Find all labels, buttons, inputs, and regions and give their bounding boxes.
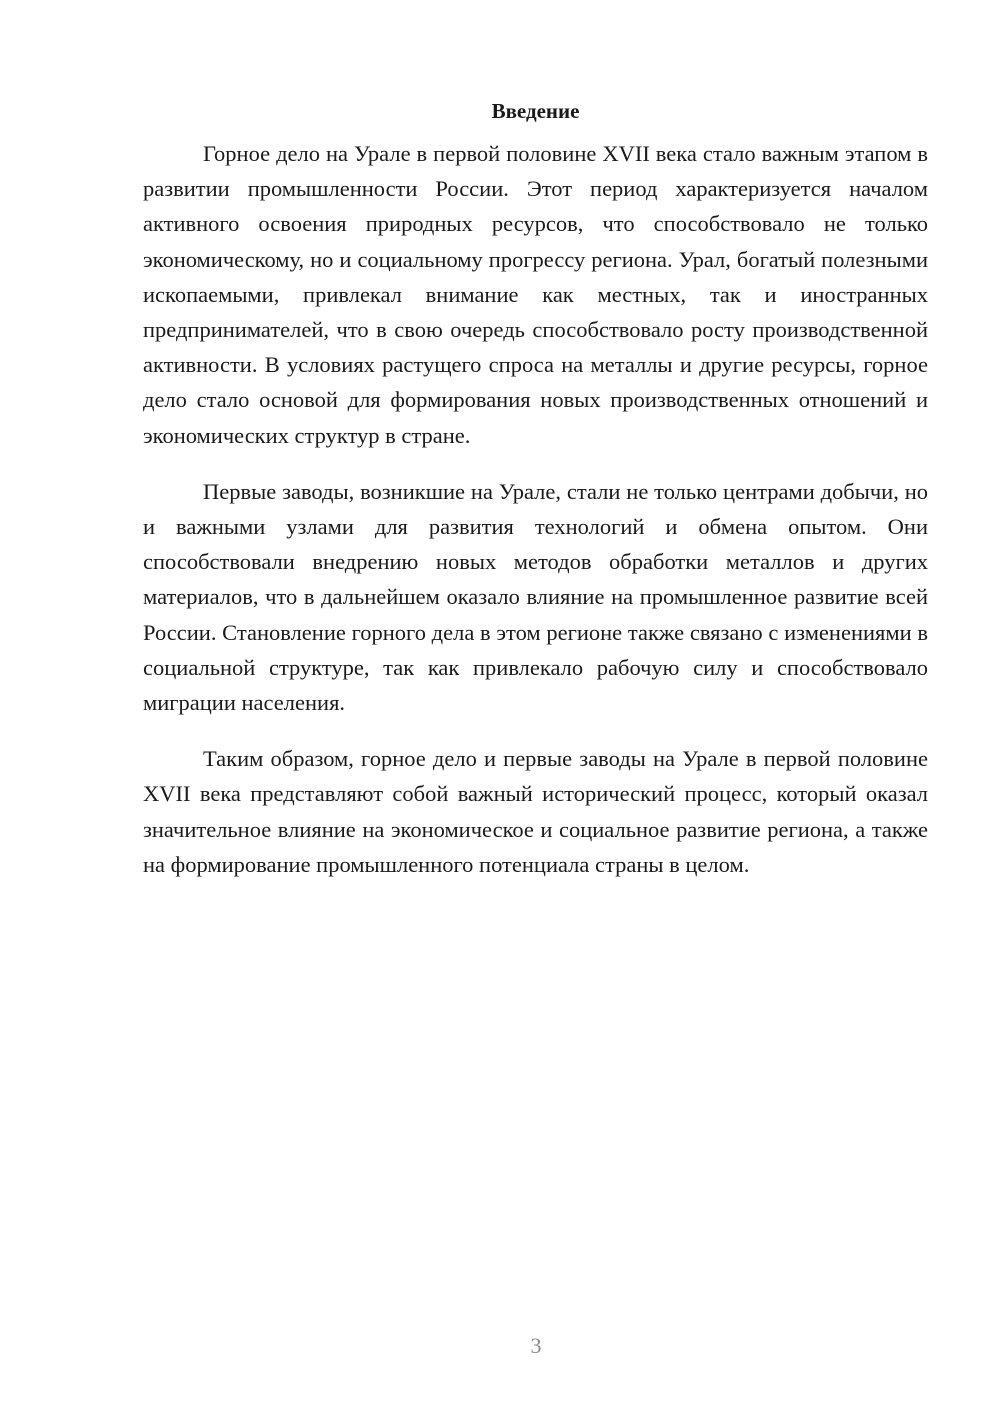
paragraph-3: Таким образом, горное дело и первые заводы на Урале в первой половине XVII века представляют собой важный исторический процесс, который оказал значительное влияние на экономическое и социальное развитие региона, а также на формирование промышленного потенциала страны в целом.: [143, 746, 928, 877]
document-body: [143, 96, 928, 903]
section-heading: Введение: [491, 99, 580, 123]
paragraph-1: Горное дело на Урале в первой половине XVII века стало важным этапом в развитии промышленности России. Этот период характеризуется началом активного освоения природных ресурсов, что способствовало не только экономическому, но и социальному прогрессу региона. Урал, богатый полезными ископаемыми, привлекал внимание как местных, так и иностранных предпринимателей, что в свою очередь способствовало росту производственной активности. В условиях растущего спроса на металлы и другие ресурсы, горное дело стало основой для формирования новых производственных отношений и экономических структур в стране.: [143, 141, 928, 448]
page-number: 3: [530, 1333, 542, 1358]
paragraph-2: Первые заводы, возникшие на Урале, стали не только центрами добычи, но и важными узлами для развития технологий и обмена опытом. Они способствовали внедрению новых методов обработки металлов и других материалов, что в дальнейшем оказало влияние на промышленное развитие всей России. Становление горного дела в этом регионе также связано с изменениями в социальной структуре, так как привлекало рабочую силу и способствовало миграции населения.: [143, 478, 928, 716]
